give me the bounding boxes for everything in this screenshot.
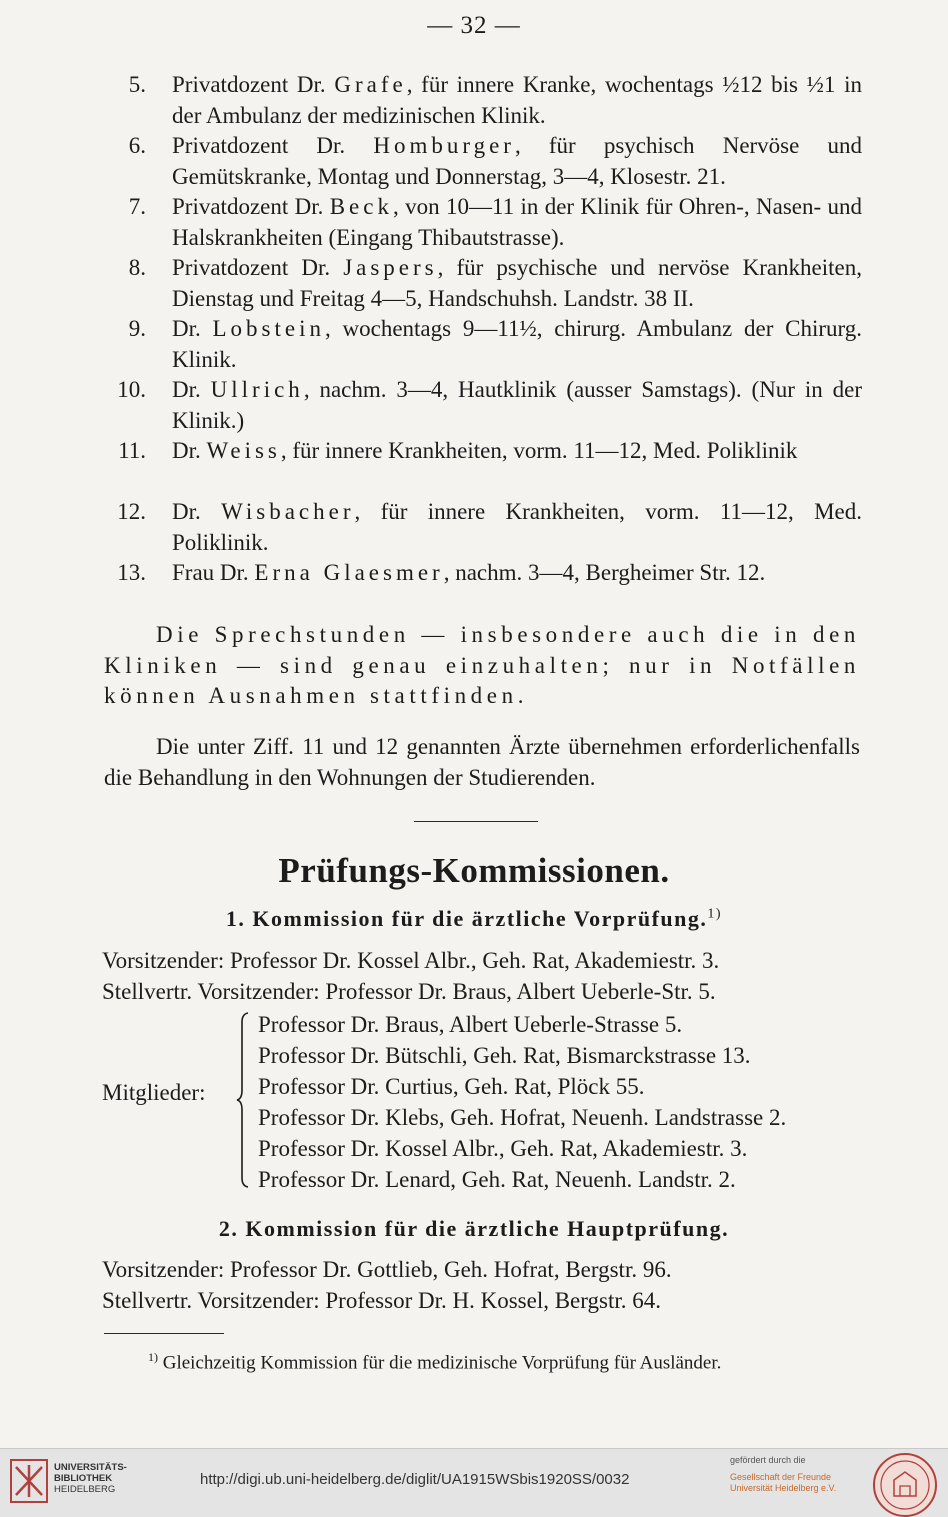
item-details: , für psychische und nervöse Krankheiten, Dienstag und Freitag 4—5, Handschuhsh. Landstr. 38 II. bbox=[172, 255, 863, 311]
commission-1-title-text: 1. Kommission für die ärztliche Vorprüfung. bbox=[225, 906, 708, 931]
member-entry: Professor Dr. Bütschli, Geh. Rat, Bismarckstrasse 13. bbox=[258, 1043, 751, 1068]
commission-1-title bbox=[0, 906, 948, 932]
member-entry: Professor Dr. Kossel Albr., Geh. Rat, Akademiestr. 3. bbox=[258, 1136, 748, 1161]
item-number: 5. bbox=[128, 72, 146, 97]
item-number: 9. bbox=[128, 316, 146, 341]
commission-2-vice-chair: Stellvertr. Vorsitzender: Professor Dr. H. Kossel, Bergstr. 64. bbox=[102, 1288, 661, 1313]
sponsor-credit bbox=[730, 1455, 836, 1494]
item-details: , von 10—11 in der Klinik für Ohren-, Nasen- und Halskrankheiten (Eingang Thibautstrasse). bbox=[172, 194, 862, 250]
office-hours-list bbox=[0, 70, 948, 589]
item-doctor-name: Homburger bbox=[373, 133, 515, 158]
item-number: 6. bbox=[128, 133, 146, 158]
list-item bbox=[0, 314, 948, 375]
section-heading: Prüfungs-Kommissionen. bbox=[278, 851, 670, 890]
member-entry: Professor Dr. Lenard, Geh. Rat, Neuenh. Landstr. 2. bbox=[258, 1167, 736, 1192]
item-prefix: Dr. bbox=[172, 438, 207, 463]
item-number: 8. bbox=[128, 255, 146, 280]
commission-1-vice-chair: Stellvertr. Vorsitzender: Professor Dr. Braus, Albert Ueberle-Str. 5. bbox=[102, 979, 716, 1004]
list-item bbox=[0, 497, 948, 558]
member-entry: Professor Dr. Braus, Albert Ueberle-Strasse 5. bbox=[258, 1012, 683, 1037]
item-number: 7. bbox=[128, 194, 146, 219]
list-item bbox=[0, 70, 948, 131]
item-details: , für innere Kranke, wochentags ½12 bis ½1 in der Ambulanz der medizinischen Klinik. bbox=[172, 72, 862, 128]
item-doctor-name: Grafe bbox=[334, 72, 407, 97]
section-divider bbox=[414, 821, 538, 822]
item-details: , für innere Krankheiten, vorm. 11—12, Med. Poliklinik. bbox=[172, 499, 862, 555]
footnote-mark: 1) bbox=[148, 1350, 158, 1364]
footnote bbox=[148, 1350, 721, 1374]
list-item bbox=[0, 558, 948, 589]
sponsor-intro: gefördert durch die bbox=[730, 1455, 806, 1465]
library-name-line: UNIVERSITÄTS- bbox=[54, 1462, 127, 1473]
library-name-line: HEIDELBERG bbox=[54, 1484, 116, 1495]
footnote-text: Gleichzeitig Kommission für die medizinische Vorprüfung für Ausländer. bbox=[162, 1352, 722, 1374]
page-number: — 32 — bbox=[427, 12, 521, 39]
item-prefix: Privatdozent Dr. bbox=[172, 72, 335, 97]
item-number: 13. bbox=[117, 560, 146, 585]
sponsor-name: Gesellschaft der Freunde bbox=[730, 1472, 832, 1482]
member-entry: Professor Dr. Curtius, Geh. Rat, Plöck 55. bbox=[258, 1074, 645, 1099]
item-details: , nachm. 3—4, Bergheimer Str. 12. bbox=[443, 560, 766, 585]
list-item bbox=[0, 253, 948, 314]
university-seal-icon bbox=[872, 1452, 938, 1517]
item-details: , für innere Krankheiten, vorm. 11—12, Med. Poliklinik bbox=[280, 438, 798, 463]
item-details: , für psychisch Nervöse und Gemütskranke, Montag und Donnerstag, 3—4, Klosestr. 21. bbox=[172, 133, 863, 189]
digitization-footer bbox=[0, 1448, 948, 1517]
footnote-divider bbox=[104, 1333, 224, 1334]
item-doctor-name: Erna Glaesmer bbox=[254, 560, 444, 585]
item-prefix: Privatdozent Dr. bbox=[172, 133, 374, 158]
item-details: , nachm. 3—4, Hautklinik (ausser Samstags). (Nur in der Klinik.) bbox=[172, 377, 863, 433]
item-prefix: Privatdozent Dr. bbox=[172, 255, 344, 280]
list-item bbox=[0, 192, 948, 253]
item-prefix: Privatdozent Dr. bbox=[172, 194, 330, 219]
consultation-notice: Die Sprechstunden — insbesondere auch die in den Kliniken — sind genau einzuhalten; nur in Notfällen können Ausnahmen stattfinden. bbox=[104, 622, 860, 708]
item-number: 12. bbox=[117, 499, 146, 524]
item-prefix: Dr. bbox=[172, 499, 222, 524]
source-url-link[interactable]: http://digi.ub.uni-heidelberg.de/diglit/UA1915WSbis1920SS/0032 bbox=[200, 1471, 630, 1488]
library-name bbox=[54, 1462, 127, 1495]
item-doctor-name: Weiss bbox=[206, 438, 281, 463]
item-number: 10. bbox=[117, 377, 146, 402]
library-logo-icon bbox=[10, 1459, 48, 1503]
item-doctor-name: Lobstein bbox=[212, 316, 325, 341]
list-item bbox=[0, 436, 948, 497]
item-prefix: Frau Dr. bbox=[172, 560, 255, 585]
item-prefix: Dr. bbox=[172, 377, 211, 402]
sponsor-name: Universität Heidelberg e.V. bbox=[730, 1483, 837, 1493]
list-item bbox=[0, 375, 948, 436]
home-treatment-notice: Die unter Ziff. 11 und 12 genannten Ärzte übernehmen erforderlichenfalls die Behandlung in den Wohnungen der Studierenden. bbox=[104, 734, 860, 790]
curly-brace-icon bbox=[236, 1012, 250, 1188]
footnote-reference: 1) bbox=[707, 906, 723, 922]
item-doctor-name: Ullrich bbox=[210, 377, 304, 402]
library-name-line: BIBLIOTHEK bbox=[54, 1473, 113, 1484]
item-doctor-name: Beck bbox=[329, 194, 393, 219]
commission-2-title: 2. Kommission für die ärztliche Hauptprüfung. bbox=[218, 1216, 730, 1241]
list-item bbox=[0, 131, 948, 192]
item-prefix: Dr. bbox=[172, 316, 213, 341]
item-details: , wochentags 9—11½, chirurg. Ambulanz der Chirurg. Klinik. bbox=[172, 316, 863, 372]
commission-2-chair: Vorsitzender: Professor Dr. Gottlieb, Geh. Hofrat, Bergstr. 96. bbox=[102, 1257, 672, 1282]
item-doctor-name: Wisbacher bbox=[221, 499, 355, 524]
commission-1-chair: Vorsitzender: Professor Dr. Kossel Albr., Geh. Rat, Akademiestr. 3. bbox=[102, 948, 720, 973]
item-doctor-name: Jaspers bbox=[343, 255, 438, 280]
item-number: 11. bbox=[118, 438, 146, 463]
members-label: Mitglieder: bbox=[102, 1080, 206, 1105]
member-entry: Professor Dr. Klebs, Geh. Hofrat, Neuenh. Landstrasse 2. bbox=[258, 1105, 787, 1130]
